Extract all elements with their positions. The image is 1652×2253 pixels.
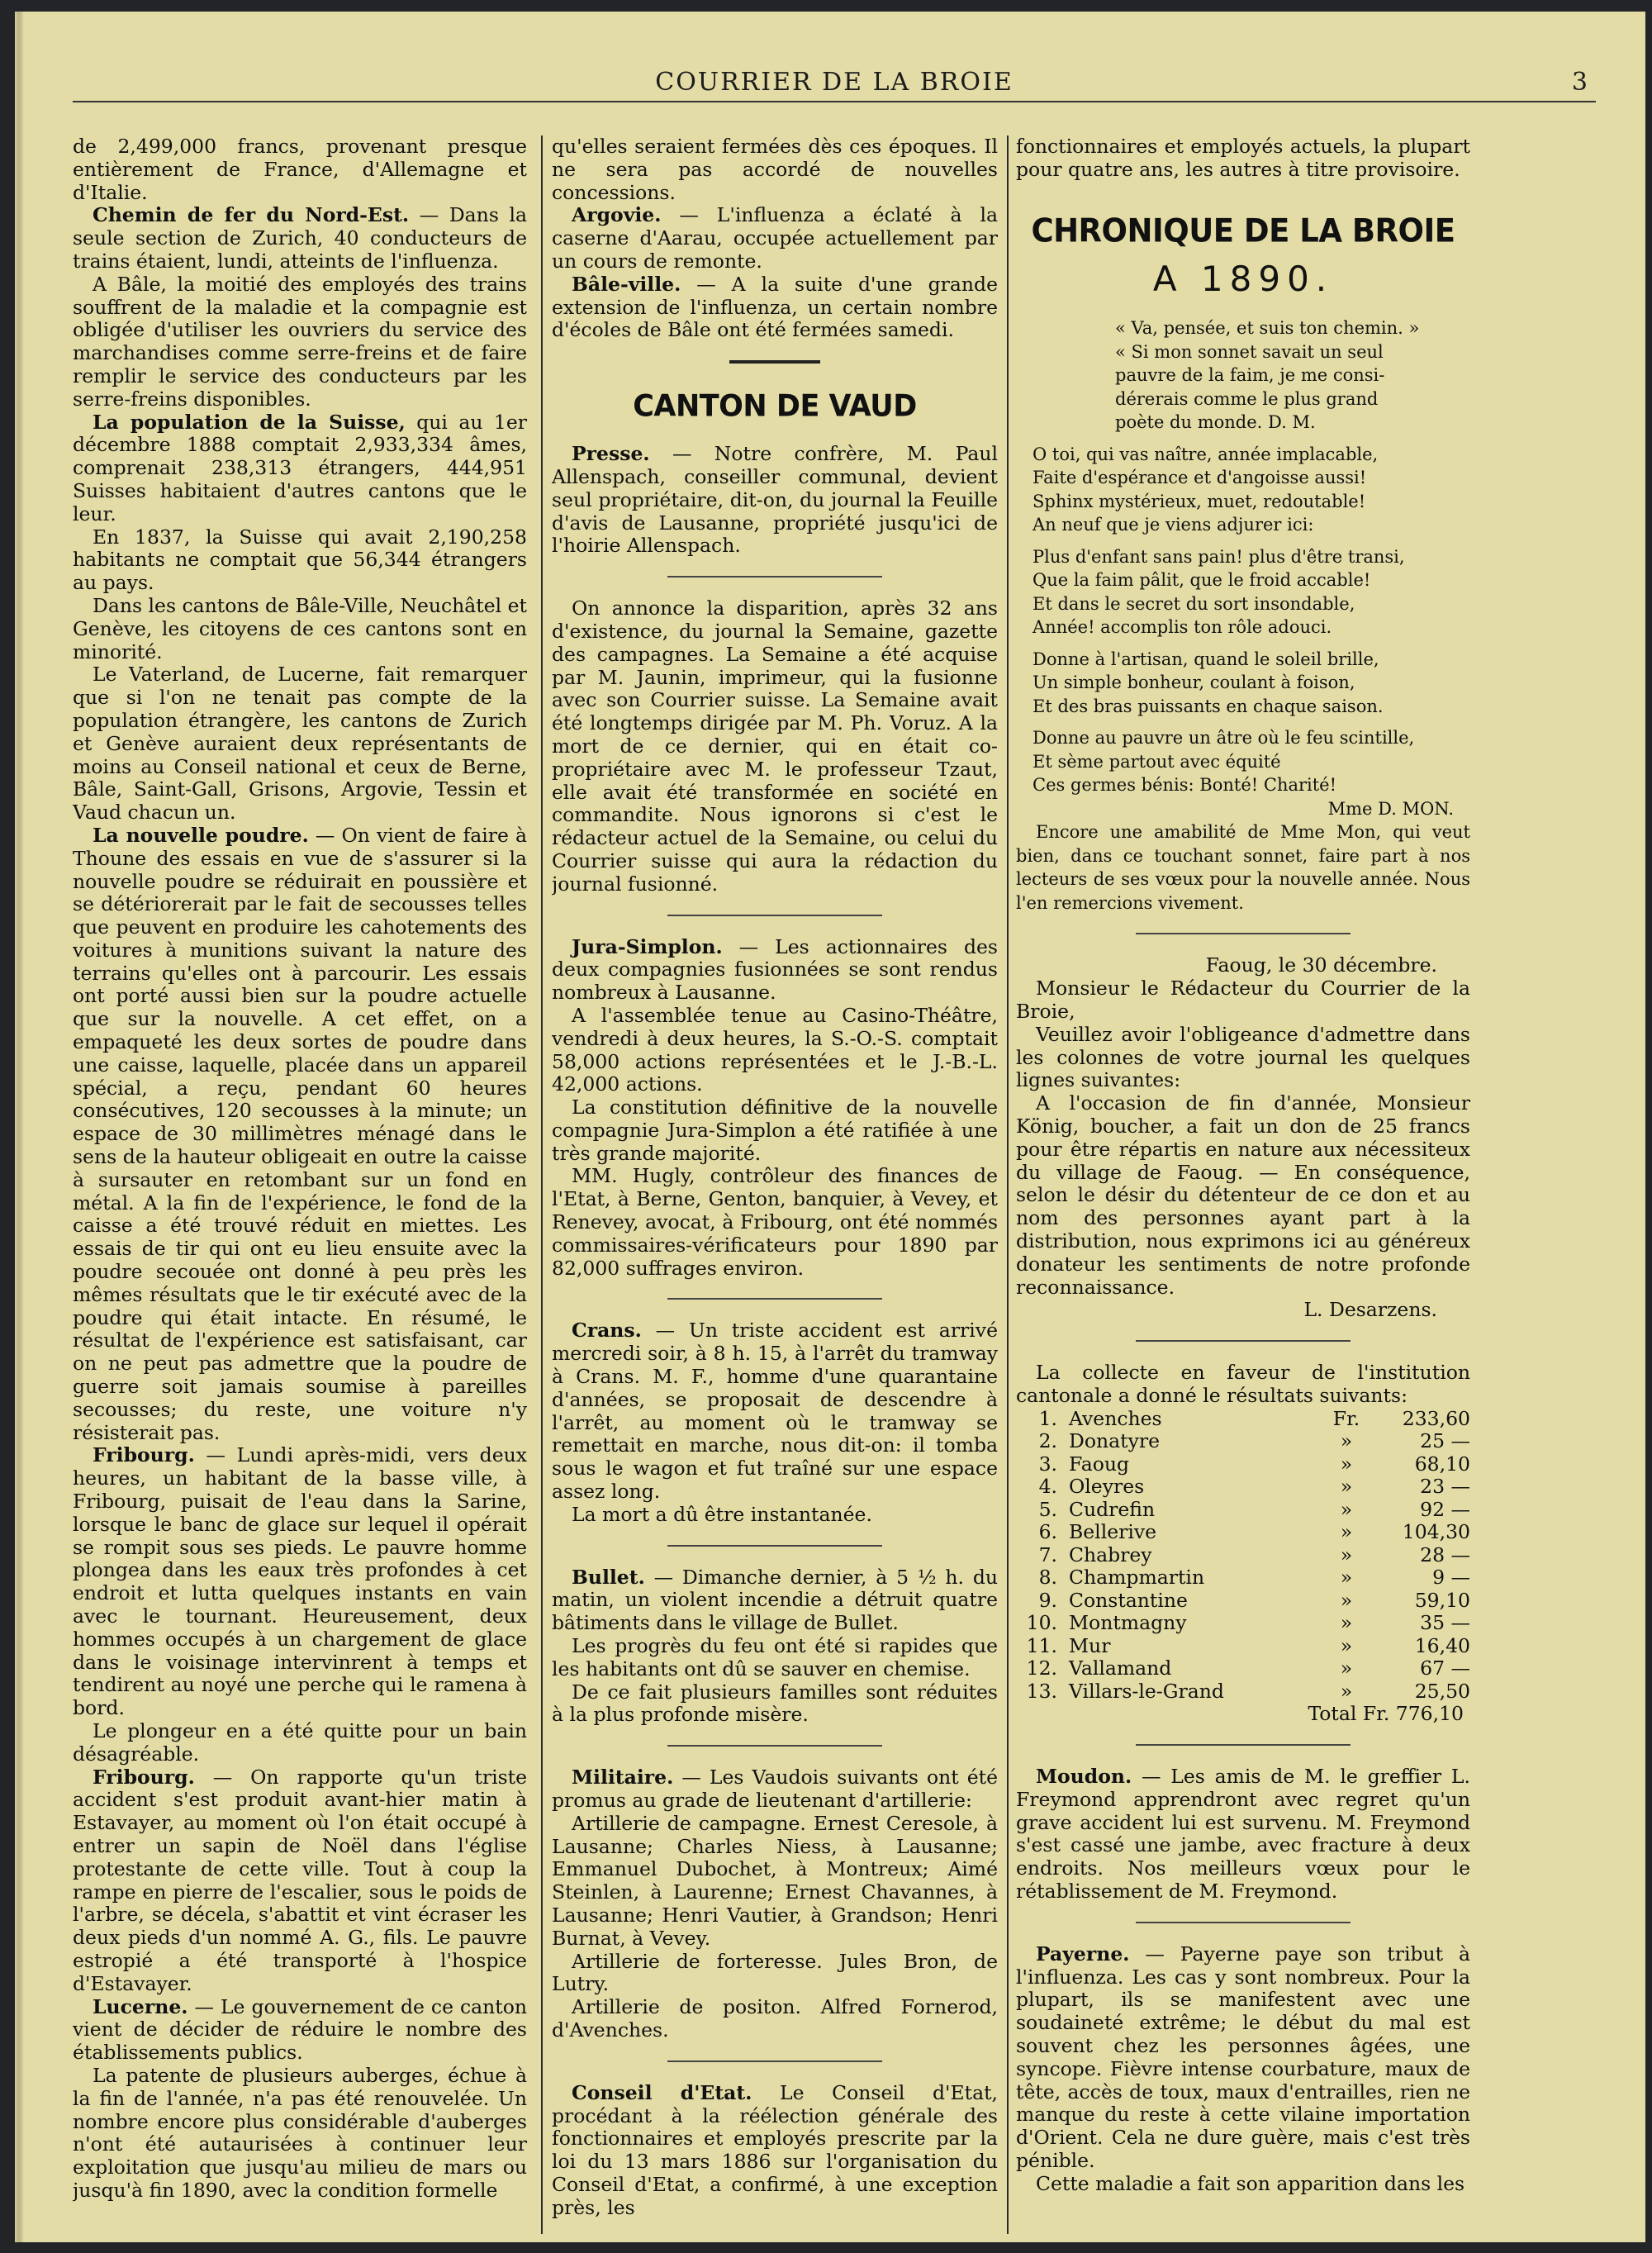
collecte-cur: » xyxy=(1340,1679,1353,1703)
collecte-name: Champmartin xyxy=(1069,1566,1205,1590)
collecte-cur: » xyxy=(1340,1520,1353,1544)
poem-stanza xyxy=(1016,545,1470,639)
table-row xyxy=(1016,1566,1470,1590)
poem-line: « Va, pensée, et suis ton chemin. » xyxy=(1115,318,1420,339)
collecte-n: 12. xyxy=(1026,1656,1057,1680)
article-paragraph xyxy=(552,1005,998,1096)
article-heading: Fribourg. xyxy=(93,1443,195,1467)
newspaper-title: COURRIER DE LA BROIE xyxy=(655,68,1014,97)
article-paragraph xyxy=(552,1813,998,1951)
article-paragraph xyxy=(552,597,998,896)
collecte-cur: » xyxy=(1340,1475,1353,1499)
section-rule xyxy=(729,360,820,364)
article-paragraph xyxy=(73,411,527,526)
page-header xyxy=(73,53,1596,97)
article-heading: Crans. xyxy=(572,1319,642,1343)
article-text: Artillerie de forteresse. Jules Bron, de Lutry. xyxy=(552,1949,998,1996)
article-text: — Payerne paye son tribut à l'influenza. Les cas y sont nombreux. Pour la plupart, ils se manifestent avec une soudaineté extrême; le début du mal est souvent chez les personnes âgées, une syncope. Fièvre intense courbature, maux de tête, accès de toux, maux d'entrailles, rien ne manque du reste à cette vilaine importation d'Orient. Cela ne dure guère, mais c'est très pénible. xyxy=(1016,1942,1470,2172)
poem-line: An neuf que je viens adjurer ici: xyxy=(1032,515,1314,535)
table-row xyxy=(1016,1657,1470,1680)
letter-paragraph: A l'occasion de fin d'année, Monsieur König, boucher, a fait un don de 25 francs pour être répartis en nature aux nécessiteux du village de Faoug. — En conséquence, selon le désir du détenteur de ce don et au nom des personnes ayant part à la distribution, nous exprimons ici au généreux donateur les sentiments de notre profonde reconnaissance. xyxy=(1016,1091,1470,1299)
collecte-name: Oleyres xyxy=(1069,1475,1145,1499)
collecte-n: 9. xyxy=(1038,1588,1057,1612)
collecte-name: Mur xyxy=(1069,1633,1111,1657)
article-heading: Bullet. xyxy=(572,1565,645,1589)
article-text: — Le gouvernement de ce canton vient de décider de réduire le nombre des établissements publics. xyxy=(73,1994,527,2065)
separator xyxy=(1136,1340,1351,1342)
letter-dateline: Faoug, le 30 décembre. xyxy=(1205,953,1437,977)
article-heading: Payerne. xyxy=(1036,1942,1130,1965)
poem-line: dérerais comme le plus grand xyxy=(1115,388,1379,409)
letter-salutation: Monsieur le Rédacteur du Courrier de la Broie, xyxy=(1016,977,1470,1023)
article-paragraph xyxy=(552,1096,998,1165)
article-paragraph xyxy=(73,2065,527,2203)
article-text: Le Conseil d'Etat, procédant à la réélection générale des fonctionnaires et employés prescrite par la loi du 13 mars 1886 sur l'organisation du Conseil d'Etat, a confirmé, à une exception près, les xyxy=(552,2080,998,2219)
article-text: La mort a dû être instantanée. xyxy=(572,1502,872,1526)
article-text: — On vient de faire à Thoune des essais en vue de s'assurer si la nouvelle poudre se réduirait en poussière et se détériorerait par le fait de secousses telles que peuvent en produire les cahotements des voitures à munitions suivant la nature des terrains qu'elles ont à parcourir. Les essais ont porté aussi bien sur la poudre actuelle que sur la nouvelle. A cet effet, on a empaqueté les deux sortes de poudre dans une caisse, laquelle, placée dans un appareil spécial, a reçu, pendant 60 heures consécutives, 120 secousses à la minute; un espace de 30 millimètres ménagé dans le sens de la hauteur obligeait en outre la caisse à sursauter en retombant sur un fond en métal. A la fin de l'expérience, le fond de la caisse a été trouvé réduit en miettes. Les essais de tir qui ont eu lieu ensuite avec la poudre secouée ont donné à peu près les mêmes résultats que le tir exécuté avec de la poudre qui était intacte. En résumé, le résultat de l'expérience est satisfaisant, car on ne peut pas admettre que la poudre de guerre soit jamais soumise à pareilles secousses; du reste, une voiture n'y résisterait pas. xyxy=(73,823,527,1444)
crans-article xyxy=(552,1319,998,1526)
article-paragraph xyxy=(552,1635,998,1681)
article-text: — Lundi après-midi, vers deux heures, un habitant de la basse ville, à Fribourg, puisait de l'eau dans la Sarine, lorsque le banc de glace sur lequel il opérait se rompit sous ses pieds. Le pauvre homme plongea dans les eaux très profondes à cet endroit et lutta quelques instants en vain avec le tournant. Heureusement, deux hommes occupés à un chargement de glace dans le voisinage intervinrent à temps et tendirent au noyé une perche qui le ramena à bord. xyxy=(73,1443,527,1720)
chronique-title: CHRONIQUE DE LA BROIE xyxy=(1031,212,1455,250)
separator xyxy=(667,576,882,578)
article-paragraph xyxy=(552,1566,998,1635)
column-rule-2 xyxy=(1007,135,1009,2234)
collecte-amt: 68,10 xyxy=(1414,1452,1470,1476)
article-text: — On rapporte qu'un triste accident s'est produit avant-hier matin à Estavayer, au moment où l'on était occupé à entrer un sapin de Noël dans l'église protestante de cette ville. Tout à coup la rampe en pierre de l'escalier, sous le poids de l'arbre, se décela, s'abattit et vint écraser les deux pieds d'un nommé A. G., fils. Le pauvre estropié a été transporté à l'hospice d'Estavayer. xyxy=(73,1765,527,1995)
article-heading: Jura-Simplon. xyxy=(572,934,723,958)
bullet-article xyxy=(552,1566,998,1728)
table-row xyxy=(1016,1430,1470,1453)
collecte-cur: » xyxy=(1340,1429,1353,1453)
separator xyxy=(667,1745,882,1747)
article-text: qu'elles seraient fermées dès ces époques. Il ne sera pas accordé de nouvelles concessions. xyxy=(552,135,998,204)
article-text: MM. Hugly, contrôleur des finances de l'Etat, à Berne, Genton, banquier, à Vevey, et Renevey, avocat, à Fribourg, ont été nommés commissaires-vérificateurs pour 1890 par 82,000 suffrages environ. xyxy=(552,1164,998,1280)
collecte-table xyxy=(1016,1408,1470,1704)
article-paragraph xyxy=(73,204,527,273)
article-text: A l'assemblée tenue au Casino-Théâtre, vendredi à deux heures, la S.-O.-S. comptait 58,000 actions représentées et le J.-B.-L. 42,000 actions. xyxy=(552,1003,998,1096)
article-text: Le Vaterland, de Lucerne, fait remarquer que si l'on ne tenait pas compte de la population étrangère, les cantons de Zurich et Genève auraient deux représentants de moins au Conseil national et ceux de Berne, Bâle, Saint-Gall, Grisons, Argovie, Tessin et Vaud chacun un. xyxy=(73,663,527,825)
militaire-article xyxy=(552,1766,998,2042)
column-3 xyxy=(1016,135,1470,2234)
article-paragraph xyxy=(552,1504,998,1527)
collecte-amt: 59,10 xyxy=(1414,1588,1470,1612)
poem-line: Un simple bonheur, coulant à foison, xyxy=(1032,673,1355,693)
col2-top-articles xyxy=(552,135,998,342)
article-text: — Les actionnaires des deux compagnies fusionnées se sont rendus nombreux à Lausanne. xyxy=(552,934,998,1005)
article-paragraph xyxy=(552,2082,998,2220)
collecte-cur: » xyxy=(1340,1588,1353,1612)
article-paragraph xyxy=(552,204,998,273)
article-paragraph xyxy=(1016,1766,1470,1904)
page-number: 3 xyxy=(1571,68,1588,97)
article-text: De ce fait plusieurs familles sont réduites à la plus profonde misère. xyxy=(552,1680,998,1727)
header-rule xyxy=(73,101,1596,102)
collecte-n: 10. xyxy=(1026,1611,1057,1635)
collecte-n: 11. xyxy=(1026,1633,1057,1657)
article-paragraph xyxy=(552,443,998,558)
article-text: Artillerie de positon. Alfred Fornerod, d'Avenches. xyxy=(552,1995,998,2041)
article-text: — Un triste accident est arrivé mercredi soir, à 8 h. 15, à l'arrêt du tramway à Crans. M. F., homme d'une quarantaine d'années, se proposait de descendre à l'arrêt, au moment où le tramway se remettait en marche, nous dit-on: il tomba sous le wagon et fut traîné sur une espace assez long. xyxy=(552,1319,998,1504)
article-paragraph xyxy=(73,273,527,411)
moudon-article xyxy=(1016,1766,1470,1904)
poem-note: Encore une amabilité de Mme Mon, qui veut bien, dans ce touchant sonnet, faire part à nos lecteurs de ses vœux pour la nouvelle année. Nous l'en remercions vivement. xyxy=(1016,822,1470,913)
presse-article xyxy=(552,443,998,558)
poem-line: Et sème partout avec équité xyxy=(1032,751,1281,772)
collecte-name: Vallamand xyxy=(1069,1656,1172,1680)
newspaper-page xyxy=(15,12,1645,2242)
article-text: La constitution définitive de la nouvelle compagnie Jura-Simplon a été ratifiée à une très grande majorité. xyxy=(552,1096,998,1165)
article-paragraph xyxy=(1016,1943,1470,2173)
collecte-amt: 25,50 xyxy=(1414,1679,1470,1703)
poem-line: Et des bras puissants en chaque saison. xyxy=(1032,696,1384,716)
semaine-article xyxy=(552,597,998,896)
chronique-subtitle: A 1890. xyxy=(1152,258,1334,299)
article-paragraph xyxy=(1016,135,1470,182)
collecte-amt: 35 — xyxy=(1420,1611,1470,1635)
article-paragraph xyxy=(73,1996,527,2065)
article-paragraph xyxy=(73,135,527,204)
article-paragraph xyxy=(552,1766,998,1813)
table-row xyxy=(1016,1499,1470,1522)
poem-signature: Mme D. MON. xyxy=(1327,798,1454,819)
article-text: — Dans la seule section de Zurich, 40 conducteurs de trains étaient, lundi, atteints de l'influenza. xyxy=(73,203,527,273)
letter xyxy=(1016,954,1470,1322)
collecte-n: 8. xyxy=(1038,1566,1057,1590)
column-1 xyxy=(73,135,527,2234)
letter-signature: L. Desarzens. xyxy=(1303,1298,1437,1322)
article-text: Artillerie de campagne. Ernest Ceresole, à Lausanne; Charles Niess, à Lausanne; Emmanuel Dubochet, à Montreux; Aimé Steinlen, à Laurenne; Ernest Chavannes, à Lausanne; Henri Vautier, à Grandson; Henri Burnat, à Vevey. xyxy=(552,1811,998,1950)
collecte xyxy=(1016,1362,1470,1726)
collecte-intro: La collecte en faveur de l'institution cantonale a donné le résultats suivants: xyxy=(1016,1361,1470,1407)
article-text: fonctionnaires et employés actuels, la plupart pour quatre ans, les autres à titre provisoire. xyxy=(1016,135,1470,181)
collecte-n: 7. xyxy=(1038,1542,1057,1566)
article-heading: Moudon. xyxy=(1036,1765,1132,1789)
article-text: La patente de plusieurs auberges, échue à la fin de l'année, n'a pas été renouvelée. Un nombre encore plus considérable d'auberges n'ont été autaurisées à continuer leur exploitation que jusqu'au milieu de mars ou jusqu'à fin 1890, avec la condition formelle xyxy=(73,2063,527,2202)
collecte-amt: 23 — xyxy=(1420,1475,1470,1499)
table-row xyxy=(1016,1453,1470,1476)
collecte-name: Montmagny xyxy=(1069,1611,1187,1635)
collecte-name: Cudrefin xyxy=(1069,1497,1156,1521)
article-heading: La population de la Suisse, xyxy=(93,410,406,434)
table-row xyxy=(1016,1521,1470,1544)
table-row xyxy=(1016,1635,1470,1658)
article-paragraph xyxy=(1016,2173,1470,2196)
poem-line: Plus d'enfant sans pain! plus d'être transi, xyxy=(1032,546,1405,567)
article-paragraph xyxy=(552,273,998,342)
column-2 xyxy=(552,135,998,2234)
column-rule-1 xyxy=(541,135,543,2234)
poem-epigraph xyxy=(1016,316,1470,435)
article-paragraph xyxy=(552,1319,998,1503)
canton-de-vaud-title: CANTON DE VAUD xyxy=(633,389,917,425)
collecte-n: 4. xyxy=(1038,1475,1057,1499)
separator xyxy=(667,2060,882,2062)
article-text: — Notre confrère, M. Paul Allenspach, conseiller communal, devient seul propriétaire, dit-on, du journal la Feuille d'avis de Lausanne, propriété jusqu'ici de l'hoirie Allenspach. xyxy=(552,442,998,558)
collecte-cur: » xyxy=(1340,1542,1353,1566)
poem-line: Ces germes bénis: Bonté! Charité! xyxy=(1032,775,1337,796)
article-heading: Bâle-ville. xyxy=(572,272,681,296)
collecte-amt: 92 — xyxy=(1420,1497,1470,1521)
collecte-name: Constantine xyxy=(1069,1588,1188,1612)
collecte-name: Chabrey xyxy=(1069,1542,1152,1566)
table-row xyxy=(1016,1612,1470,1635)
collecte-name: Donatyre xyxy=(1069,1429,1160,1453)
article-paragraph xyxy=(73,825,527,1445)
article-text: — L'influenza a éclaté à la caserne d'Aarau, occupée actuellement par un cours de remonte. xyxy=(552,203,998,273)
article-heading: La nouvelle poudre. xyxy=(93,823,309,847)
collecte-name: Bellerive xyxy=(1069,1520,1157,1544)
poem-line: Donne à l'artisan, quand le soleil brille, xyxy=(1032,649,1379,669)
conseil-etat-article xyxy=(552,2082,998,2220)
article-text: Le plongeur en a été quitte pour un bain désagréable. xyxy=(73,1718,527,1766)
article-heading: Chemin de fer du Nord-Est. xyxy=(93,203,410,227)
article-text: de 2,499,000 francs, provenant presque entièrement de France, d'Allemagne et d'Italie. xyxy=(73,135,527,204)
article-paragraph xyxy=(73,526,527,595)
collecte-cur: » xyxy=(1340,1497,1353,1521)
article-paragraph xyxy=(552,936,998,1005)
poem-line: Faite d'espérance et d'angoisse aussi! xyxy=(1032,468,1367,488)
table-row xyxy=(1016,1544,1470,1567)
collecte-n: 6. xyxy=(1038,1520,1057,1544)
collecte-name: Villars-le-Grand xyxy=(1069,1679,1224,1703)
collecte-amt: 28 — xyxy=(1420,1542,1470,1566)
collecte-n: 2. xyxy=(1038,1429,1057,1453)
separator xyxy=(667,1545,882,1547)
table-row xyxy=(1016,1408,1470,1431)
collecte-amt: 67 — xyxy=(1420,1656,1470,1680)
table-row xyxy=(1016,1680,1470,1704)
separator xyxy=(1136,933,1351,934)
table-row xyxy=(1016,1590,1470,1613)
article-paragraph xyxy=(552,1996,998,2042)
collecte-n: 3. xyxy=(1038,1452,1057,1476)
poem xyxy=(1016,316,1470,915)
poem-stanza xyxy=(1016,648,1470,719)
letter-paragraph: Veuillez avoir l'obligeance d'admettre dans les colonnes de votre journal les quelques lignes suivantes: xyxy=(1016,1022,1470,1092)
article-text: Dans les cantons de Bâle-Ville, Neuchâtel et Genève, les citoyens de ces cantons sont en minorité. xyxy=(73,593,527,663)
poem-line: O toi, qui vas naître, année implacable, xyxy=(1032,444,1379,464)
collecte-amt: 233,60 xyxy=(1402,1406,1470,1430)
article-text: A Bâle, la moitié des employés des trains souffrent de la maladie et la compagnie est obligée d'utiliser les ouvriers du service des marchandises comme serre-freins et de faire remplir le service des conducteurs par les serre-freins disponibles. xyxy=(73,272,527,411)
collecte-amt: 25 — xyxy=(1420,1429,1470,1453)
collecte-n: 1. xyxy=(1038,1406,1057,1430)
article-paragraph xyxy=(552,135,998,204)
article-paragraph xyxy=(73,1444,527,1720)
article-paragraph xyxy=(552,1951,998,1997)
poem-line: pauvre de la faim, je me consi- xyxy=(1115,365,1385,386)
poem-line: Année! accomplis ton rôle adouci. xyxy=(1032,617,1332,638)
collecte-total: Total Fr. 776,10 xyxy=(1308,1702,1464,1726)
collecte-cur: Fr. xyxy=(1332,1406,1360,1430)
collecte-amt: 9 — xyxy=(1432,1566,1470,1590)
col1-articles xyxy=(73,135,527,2203)
poem-stanza xyxy=(1016,726,1470,797)
article-heading: Fribourg. xyxy=(93,1765,195,1789)
poem-line: Sphinx mystérieux, muet, redoutable! xyxy=(1032,491,1366,511)
separator xyxy=(667,915,882,916)
col3-top-articles xyxy=(1016,135,1470,182)
payerne-article xyxy=(1016,1943,1470,2196)
collecte-cur: » xyxy=(1340,1566,1353,1590)
article-heading: Militaire. xyxy=(572,1766,674,1790)
collecte-n: 13. xyxy=(1026,1679,1057,1703)
separator xyxy=(1136,1744,1351,1746)
collecte-cur: » xyxy=(1340,1452,1353,1476)
collecte-amt: 104,30 xyxy=(1402,1520,1470,1544)
article-paragraph xyxy=(552,1681,998,1728)
page-fold-left xyxy=(15,12,23,2242)
poem-stanza xyxy=(1016,443,1470,537)
article-text: — Les Vaudois suivants ont été promus au grade de lieutenant d'artillerie: xyxy=(552,1766,998,1813)
table-row xyxy=(1016,1476,1470,1499)
article-heading: Argovie. xyxy=(572,203,662,227)
article-text: — Dimanche dernier, à 5 ½ h. du matin, un violent incendie a détruit quatre bâtiments dans le village de Bullet. xyxy=(552,1565,998,1635)
collecte-name: Avenches xyxy=(1069,1406,1162,1430)
poem-line: Que la faim pâlit, que le froid accable! xyxy=(1032,570,1371,591)
poem-line: Donne au pauvre un âtre où le feu scintille, xyxy=(1032,728,1415,749)
separator xyxy=(667,1298,882,1300)
article-text: Cette maladie a fait son apparition dans les xyxy=(1036,2171,1465,2195)
article-text: — A la suite d'une grande extension de l'influenza, un certain nombre d'écoles de Bâle ont été fermées samedi. xyxy=(552,272,998,342)
poem-line: poète du monde. D. M. xyxy=(1115,412,1316,433)
article-text: En 1837, la Suisse qui avait 2,190,258 habitants ne comptait que 56,344 étrangers au pays. xyxy=(73,525,527,595)
article-heading: Presse. xyxy=(572,442,650,466)
collecte-cur: » xyxy=(1340,1633,1353,1657)
collecte-amt: 16,40 xyxy=(1414,1633,1470,1657)
jura-simplon-article xyxy=(552,936,998,1281)
collecte-n: 5. xyxy=(1038,1497,1057,1521)
article-heading: Conseil d'Etat. xyxy=(572,2080,752,2104)
collecte-cur: » xyxy=(1340,1611,1353,1635)
article-paragraph xyxy=(73,1766,527,1996)
article-heading: Lucerne. xyxy=(93,1994,188,2018)
poem-stanzas xyxy=(1016,443,1470,797)
article-paragraph xyxy=(73,1720,527,1766)
article-text: — Les amis de M. le greffier L. Freymond apprendront avec regret qu'un grave accident lui est survenu. M. Freymond s'est cassé une jambe, avec fracture à deux endroits. Nos meilleurs vœux pour le rétablissement de M. Freymond. xyxy=(1016,1765,1470,1904)
poem-line: « Si mon sonnet savait un seul xyxy=(1115,341,1384,362)
separator xyxy=(1136,1922,1351,1923)
article-paragraph xyxy=(552,1165,998,1280)
poem-line: Et dans le secret du sort insondable, xyxy=(1032,593,1355,614)
letter-body xyxy=(1016,1024,1470,1300)
article-paragraph xyxy=(73,595,527,663)
article-text: qui au 1er décembre 1888 comptait 2,933,334 âmes, comprenait 238,313 étrangers, 444,951 Suisses habitaient d'autres cantons que le leur. xyxy=(73,410,527,525)
collecte-name: Faoug xyxy=(1069,1452,1130,1476)
article-text: Les progrès du feu ont été si rapides que les habitants ont dû se sauver en chemise. xyxy=(552,1634,998,1680)
collecte-cur: » xyxy=(1340,1656,1353,1680)
article-text: On annonce la disparition, après 32 ans d'existence, du journal la Semaine, gazette des campagnes. La Semaine a été acquise par M. Jaunin, imprimeur, qui la fusionne avec son Courrier suisse. La Semaine avait été longtemps dirigée par M. Ph. Voruz. A la mort de ce dernier, qui en était co-propriétaire avec M. le professeur Tzaut, elle avait été transformée en société en commandite. Nous ignorons si c'est le rédacteur actuel de la Semaine, ou celui du Courrier suisse qui aura la rédaction du journal fusionné. xyxy=(552,597,998,896)
article-paragraph xyxy=(73,663,527,825)
